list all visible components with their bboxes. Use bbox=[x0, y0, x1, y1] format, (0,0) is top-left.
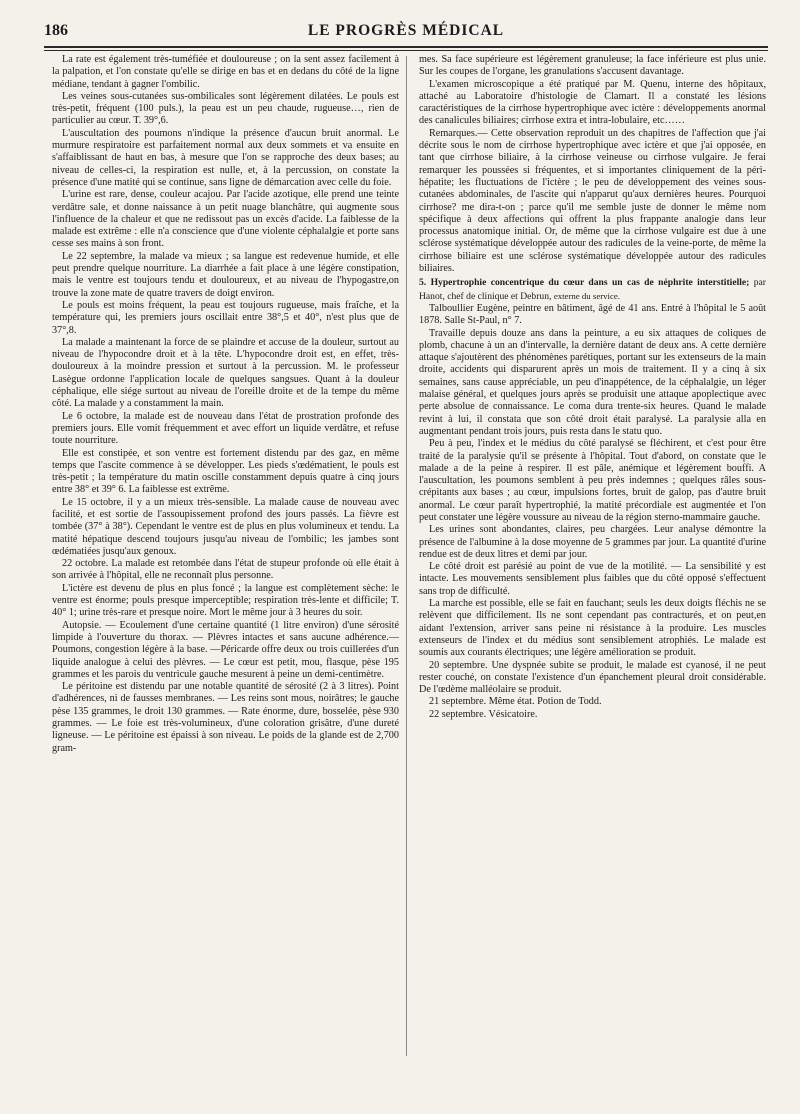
paragraph: La rate est également très-tuméfiée et douloureuse ; on la sent assez facilement à la palpation, et l'on constate qu'elle se dirige en bas et en dedans du côté de la ligne médiane, tendant à gagner l'ombilic. bbox=[52, 54, 399, 90]
header-rule-thin bbox=[44, 50, 768, 51]
paragraph: L'auscultation des poumons n'indique la présence d'aucun bruit anormal. Le murmure respiratoire est parfaitement normal aux deux sommets et va ensuite en s'affaiblissant de haut en bas, à mesure que l'on se rapproche des deux bases; au niveau de celles-ci, la respiration est nulle, et, à la percussion, on constate la présence d'une matité qui se continue, sans ligne de démarcation avec celle du foie. bbox=[52, 127, 399, 188]
paragraph: Talboullier Eugène, peintre en bâtiment, âgé de 41 ans. Entré à l'hôpital le 5 août 1878. Salle St-Paul, n° 7. bbox=[419, 302, 766, 327]
autopsy-paragraph: Autopsie. — Ecoulement d'une certaine quantité (1 litre environ) d'une sérosité limpide à l'ouverture du thorax. — Plèvres intactes et sans aucune adhérence.—Poumons, congestion légère à la base. —Péricarde offre deux ou trois cuillerées d'un liquide analogue à celui des plèvres. — Le cœur est petit, mou, flasque, pèse 195 grammes et les parois du ventricule gauche mesurent à peine un demi-centimètre. bbox=[52, 619, 399, 680]
article-affiliation: externe du service. bbox=[553, 290, 620, 301]
paragraph: La marche est possible, elle se fait en fauchant; seuls les deux doigts fléchis ne se relèvent que difficilement. Ils ne sont cependant pas contracturés, et on peut,en aidant l'extension, arriver sans peine ni résistance à la produire. Les muscles extenseurs de l'index et du médius sont sensiblement atrophiés. Le malade est soumis aux courants électriques; une légère amélioration se produit. bbox=[419, 598, 766, 659]
header-rule bbox=[44, 46, 768, 48]
paragraph: L'ictère est devenu de plus en plus foncé ; la langue est complètement sèche: le ventre est énorme; pouls presque imperceptible; respiration très-lente et difficile; T. 40° 1; urine très-rare et presque noire. Mort le même jour à 3 heures du soir. bbox=[52, 582, 399, 619]
paragraph: 21 septembre. Même état. Potion de Todd. bbox=[429, 696, 602, 708]
paragraph: Les urines sont abondantes, claires, peu chargées. Leur analyse démontre la présence de l'albumine à la dose moyenne de 5 grammes par jour. La quantité d'urine rendue est de deux litres et demi par jour. bbox=[419, 524, 766, 560]
paragraph: Le péritoine est distendu par une notable quantité de sérosité (2 à 3 litres). Point d'adhérences, ni de fausses membranes. — Les reins sont mous, noirâtres; le gauche pèse 135 grammes, le droit 130 grammes. — Rate énorme, dure, bosselée, pèse 930 grammes. — Le foie est très-volumineux, d'une coloration grisâtre, d'une dureté ligneuse. — Le péritoine est épaissi à son niveau. Le poids de la glande est de 2,700 gram- bbox=[52, 681, 399, 754]
microscopy-paragraph: L'examen microscopique a été pratiqué par M. Quenu, interne des hôpitaux, attaché au Laboratoire d'histologie de Clamart. Il a constaté les lésions caractéristiques de la cirrhose hypertrophique avec ictère : développements anormal des canalicules biliaires; cirrhose extra et intra-lobulaire, etc…… bbox=[419, 78, 766, 127]
paragraph: Le 22 septembre, la malade va mieux ; sa langue est redevenue humide, et elle peut prendre quelque nourriture. La diarrhée a fait place à une légère constipation, mais le ventre est toujours tendu et douloureux, et au niveau de l'hypogastre,on trouve la zone mate de quatre travers de doigt environ. bbox=[52, 250, 399, 299]
column-divider bbox=[406, 56, 407, 1056]
page-number: 186 bbox=[44, 22, 68, 39]
paragraph: Le côté droit est parésié au point de vue de la motilité. — La sensibilité y est intacte. Les mouvements sensiblement plus faibles que du côté opposé s'effectuent sans trop de difficulté. bbox=[419, 561, 766, 597]
page-header bbox=[44, 22, 768, 44]
paragraph: Le pouls est moins fréquent, la peau est toujours rugueuse, mais fraîche, et la température qui, les premiers jours oscillait entre 38°,5 et 40°, n'est plus que de 37°,8. bbox=[52, 299, 399, 336]
article-byline: par Hanot, chef de clinique et Debrun, bbox=[419, 277, 766, 302]
article-heading bbox=[419, 277, 766, 303]
journal-title: LE PROGRÈS MÉDICAL bbox=[307, 22, 505, 39]
paragraph: La malade a maintenant la force de se plaindre et accuse de la douleur, surtout au niveau de l'hypocondre droit et à la tête. L'hypocondre droit est, en effet, très-douloureux à la moindre pression et surtout à la percussion. M. le professeur Lasègue ordonne l'application locale de quelques sangsues. Quant à la douleur céphalique, elle siége surtout au niveau de l'oreille droite et de la tempe du même côté. La malade y a constamment la main. bbox=[52, 336, 399, 410]
paragraph: 22 septembre. Vésicatoire. bbox=[429, 708, 538, 720]
paragraph: Elle est constipée, et son ventre est fortement distendu par des gaz, en même temps que l'ascite commence à se développer. Les pieds s'œdématient, le pouls est très-petit ; la température du matin oscille constamment depuis quatre à cinq jours entre 38° et 39° 6. La faiblesse est extrême. bbox=[52, 447, 399, 496]
paragraph: Peu à peu, l'index et le médius du côté paralysé se fléchirent, et c'est pour être traité de la paralysie qu'il se présente à l'hôpital. Tout d'abord, on constate que le malade a de la peine à respirer. Il est pâle, anémique et légèrement bouffi. A l'auscultation, les poumons semblent à peu près indemnes ; quelques râles sous-crépitants aux bases ; au cœur, impulsions fortes, bruit de galop, pas d'autre bruit anormal. Le cœur paraît hypertrophié, la matité précordiale est augmentée et l'on peut constater une légère voussure au niveau de la région sterno-mammaire gauche. bbox=[419, 438, 766, 523]
paragraph: Travaille depuis douze ans dans la peinture, a eu six attaques de coliques de plomb, chacune à un an d'intervalle, la dernière datant de deux ans. A cette dernière attaque s'ajoutèrent des phénomènes parétiques, portant sur les extenseurs de la main droite, accidents qui disparurent après un mois de traitement. Il y a cinq à six semaines, sans cause appréciable, un peu d'inappétence, de la céphalalgie, un léger malaise général, et quelques jours après se produisit une attaque apoplectique avec perte absolue de connaissance. Le coma dura trente-six heures. Quand le malade revint à lui, il constata que son côté droit était paralysé. La paralysie alla en augmentant pendant trois jours, puis resta dans le statu quo. bbox=[419, 327, 766, 437]
paragraph: Les veines sous-cutanées sus-ombilicales sont légèrement dilatées. Le pouls est très-petit, fréquent (100 puls.), la peau est un peu chaude, rugueuse…, rien de particulier au cœur. T. 39°,6. bbox=[52, 90, 399, 127]
article-title: 5. Hypertrophie concentrique du cœur dans un cas de néphrite interstitielle; bbox=[419, 277, 750, 289]
paragraph: 20 septembre. Une dyspnée subite se produit, le malade est cyanosé, il ne peut rester couché, on constate l'existence d'un épanchement pleural droit considérable. De l'œdème malléolaire se produit. bbox=[419, 659, 766, 696]
remarks-paragraph: Remarques.— Cette observation reproduit un des chapitres de l'affection que j'ai décrite sous le nom de cirrhose hypertrophique avec ictère et que j'ai opposée, en tant que cirrhose biliaire, à la cirrhose veineuse ou cirrhose vulgaire. Je ferai remarquer les poussées si fréquentes, et si importantes cliniquement de la péri-hépatite; les fluctuations de l'ictère ; le peu de développement des veines sous-cutanées abdominales, de l'ascite qui n'apparut qu'aux dernières heures. Pourquoi cirrhose? me dira-t-on ; parce qu'il me semble juste de donner le même nom spécifique à deux affections qui offrent la plus frappante analogie dans leur processus anatomique initial. Or, de même que la cirrhose vulgaire est due à une sclérose systématique développée autour des radicules de la veine-porte, de même la cirrhose biliaire est une sclérose systématique développée autour des radicules biliaires. bbox=[419, 127, 766, 275]
paragraph: L'urine est rare, dense, couleur acajou. Par l'acide azotique, elle prend une teinte verdâtre sale, et donne naissance à un petit nuage blanchâtre, qui augmente sous l'influence de la chaleur et que ne redissout pas un excès d'acide. La faiblesse de la malade est extrême : elle n'a conscience que d'une violente céphalalgie et porte sans cesse ses mains à son front. bbox=[52, 189, 399, 250]
paragraph: 22 octobre. La malade est retombée dans l'état de stupeur profonde où elle était à son arrivée à l'hôpital, elle ne reconnaît plus personne. bbox=[52, 558, 399, 582]
paragraph: Le 6 octobre, la malade est de nouveau dans l'état de prostration profonde des premiers jours. Elle vomit fréquemment et avec effort un liquide verdâtre, et refuse toute nourriture. bbox=[52, 410, 399, 447]
left-column bbox=[52, 54, 399, 755]
paragraph: mes. Sa face supérieure est légèrement granuleuse; la face inférieure est plus unie. Sur les coupes de l'organe, les granulations s'accusent davantage. bbox=[419, 54, 766, 78]
right-column bbox=[419, 54, 766, 721]
paragraph: Le 15 octobre, il y a un mieux très-sensible. La malade cause de nouveau avec facilité, et est sortie de l'assoupissement profond des jours passés. La fièvre est tombée (37° à 38°). Cependant le ventre est de plus en plus volumineux et tendu. La matité hépatique descend toujours jusqu'au niveau de l'ombilic; les jambes sont œdématiées jusqu'aux genoux. bbox=[52, 496, 399, 557]
